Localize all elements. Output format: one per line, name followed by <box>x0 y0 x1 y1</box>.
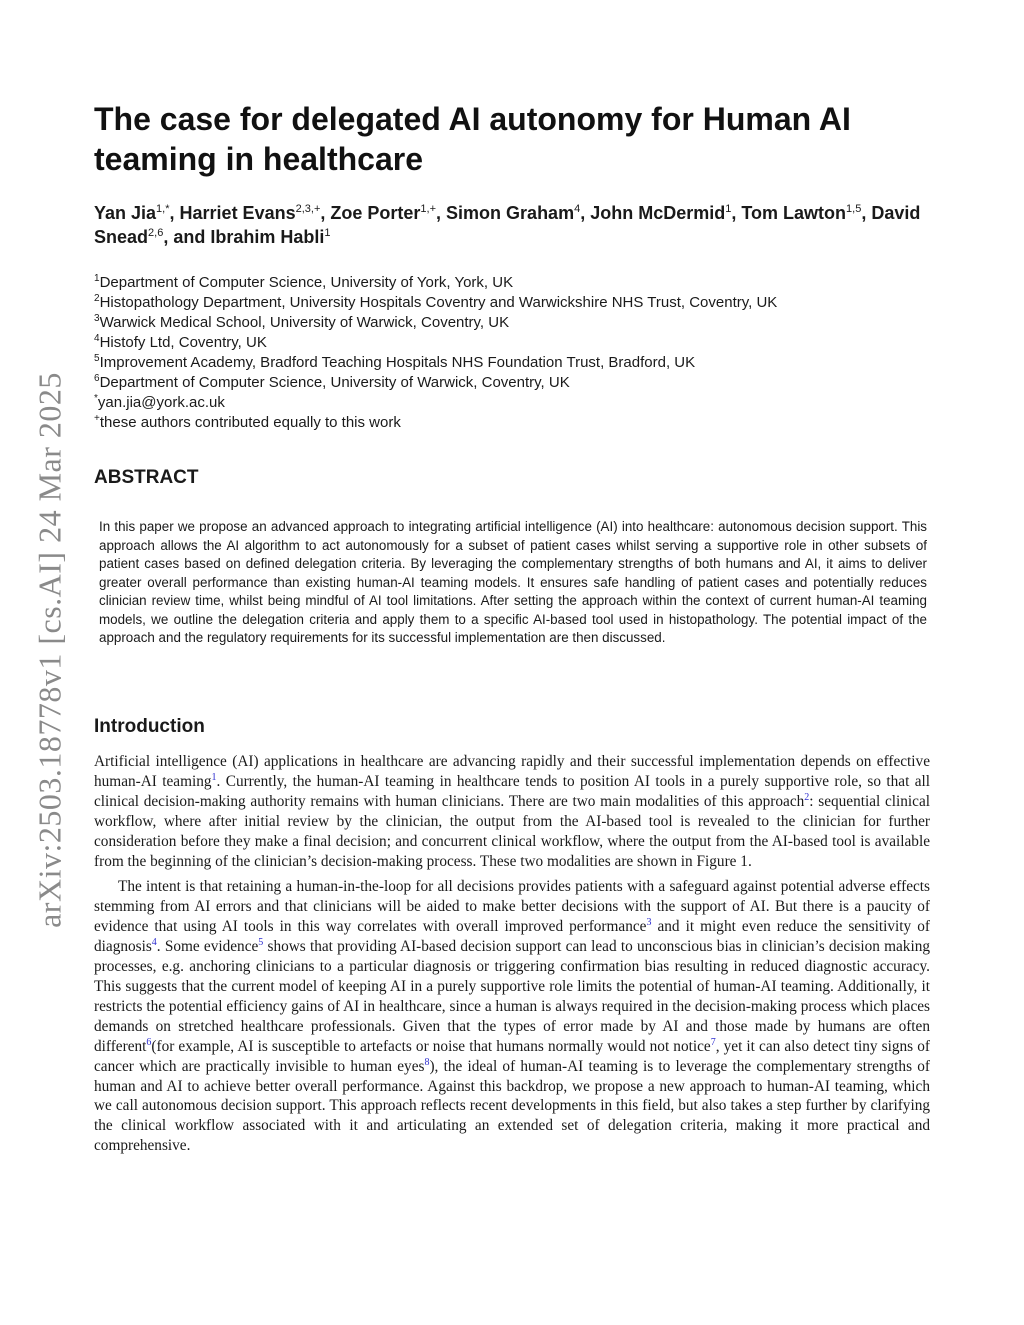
affiliation-mark: 4 <box>94 333 100 344</box>
citation-link[interactable]: 1 <box>211 771 217 783</box>
paragraph-text: : sequential clinical workflow, where after initial review by the clinician, the output from the AI-based tool is revealed to the clinician for further consideration before they make a final decision; and concurrent clinical workflow, where the output from the AI-based tool is available from the beginning of the clinician’s decision-making process. These two modalities are shown in Figure 1. <box>94 792 930 870</box>
affiliation-mark: 5 <box>94 353 100 364</box>
citation-link[interactable]: 6 <box>146 1036 152 1048</box>
affiliation-text: Warwick Medical School, University of Warwick, Coventry, UK <box>99 314 510 331</box>
paragraph-text: and it might even reduce the sensitivity of diagnosis <box>94 918 930 956</box>
affiliation-item <box>94 413 944 433</box>
paragraph-text: shows that providing AI-based decision support can lead to unconscious bias in clinician’s decision making processes, e.g. anchoring clinicians to a particular diagnosis or triggering confirmation bias resulting in reduced diagnostic accuracy. This suggests that the current model of keeping AI in a purely supportive role limits the potential of human-AI teaming. Additionally, it restricts the potential efficiency gains of AI in healthcare, since a human is always required in the decision-making process which places demands on stretched healthcare professionals. Given that the types of error made by AI and those made by humans are often different <box>94 938 930 1055</box>
introduction-body <box>94 752 930 1162</box>
author-affiliation-mark: 1 <box>725 203 732 215</box>
author-affiliation-mark: 1,5 <box>846 203 862 215</box>
affiliation-mark: 2 <box>94 293 100 304</box>
affiliation-text[interactable]: yan.jia@york.ac.uk <box>97 394 225 411</box>
affiliation-item <box>94 373 944 393</box>
author-name: Yan Jia <box>94 203 157 223</box>
paragraph-text: , yet it can also detect tiny signs of cancer which are practically invisible to human eyes <box>94 1037 930 1075</box>
abstract-heading: ABSTRACT <box>94 467 199 488</box>
paper-title: The case for delegated AI autonomy for Human AI teaming in healthcare <box>94 101 851 177</box>
paragraph-text: Artificial intelligence (AI) applications in healthcare are advancing rapidly and their successful implementation depends on effective human-AI teaming <box>94 753 930 790</box>
author-affiliation-mark: 2,6 <box>148 227 164 239</box>
body-paragraph <box>94 752 930 871</box>
paragraph-text: . Currently, the human-AI teaming in healthcare tends to position AI tools in a purely supportive role, so that all clinical decision-making authority remains with human clinicians. There are two main modalities of this approach <box>94 772 930 810</box>
affiliation-text: Department of Computer Science, University of Warwick, Coventry, UK <box>99 374 570 391</box>
affiliation-item <box>94 333 944 353</box>
author-separator: , <box>436 203 447 223</box>
paragraph-text: . Some evidence <box>156 938 259 956</box>
affiliation-list <box>94 273 944 433</box>
author-name: Tom Lawton <box>741 203 847 223</box>
affiliation-mark: 6 <box>94 373 100 384</box>
affiliation-text: Improvement Academy, Bradford Teaching Hospitals NHS Foundation Trust, Bradford, UK <box>99 354 696 371</box>
affiliation-text: Histofy Ltd, Coventry, UK <box>99 334 267 351</box>
author-separator: , <box>580 203 591 223</box>
affiliation-item <box>94 293 944 313</box>
author-affiliation-mark: 2,3,+ <box>295 203 321 215</box>
author-separator: , <box>861 203 872 223</box>
affiliation-text: these authors contributed equally to this work <box>99 414 401 431</box>
affiliation-item <box>94 273 944 293</box>
citation-link[interactable]: 5 <box>258 937 264 949</box>
author-name: Simon Graham <box>446 203 575 223</box>
affiliation-text: Department of Computer Science, University of York, York, UK <box>99 274 514 291</box>
citation-link[interactable]: 7 <box>710 1036 716 1048</box>
author-name: John McDermid <box>590 203 726 223</box>
author-name: David Snead <box>94 203 921 247</box>
author-separator: , <box>731 203 742 223</box>
introduction-heading: Introduction <box>94 716 205 737</box>
affiliation-item <box>94 353 944 373</box>
author-separator: , and <box>163 227 211 247</box>
citation-link[interactable]: 4 <box>151 937 157 949</box>
affiliation-mark: + <box>94 413 100 424</box>
affiliation-mark: 3 <box>94 313 100 324</box>
arxiv-identifier: arXiv:2503.18778v1 [cs.AI] 24 Mar 2025 <box>31 372 68 928</box>
paragraph-text: ), the ideal of human-AI teaming is to leverage the complementary strengths of human and AI to achieve better overall performance. Against this backdrop, we propose a new approach to human-AI teaming, which we call autonomous decision support. This approach reflects recent developments in this field, but also takes a step further by clarifying the clinical workflow associated with it and articulating an extended set of delegation criteria, making it more practical and comprehensive. <box>94 1057 930 1155</box>
citation-link[interactable]: 2 <box>804 791 810 803</box>
citation-link[interactable]: 3 <box>646 917 652 929</box>
author-affiliation-mark: 1 <box>324 227 331 239</box>
author-list <box>94 201 944 249</box>
author-name: Harriet Evans <box>179 203 296 223</box>
author-name: Zoe Porter <box>330 203 421 223</box>
paragraph-text: The intent is that retaining a human-in-the-loop for all decisions provides patients with a safeguard against potential adverse effects stemming from AI errors and that clinicians will be aided to make better decisions with the support of AI. But there is a paucity of evidence that using AI tools in this way correlates with overall improved performance <box>94 878 930 936</box>
author-affiliation-mark: 4 <box>574 203 581 215</box>
author-name: Ibrahim Habli <box>210 227 325 247</box>
affiliation-mark: 1 <box>94 273 100 284</box>
author-separator: , <box>169 203 180 223</box>
author-affiliation-mark: 1,* <box>156 203 170 215</box>
affiliation-mark: * <box>94 393 98 404</box>
paragraph-text: (for example, AI is susceptible to artefacts or noise that humans normally would not notice <box>151 1037 711 1055</box>
affiliation-item <box>94 313 944 333</box>
author-affiliation-mark: 1,+ <box>420 203 437 215</box>
abstract-text: In this paper we propose an advanced approach to integrating artificial intelligence (AI) into healthcare: autonomous decision support. This approach allows the AI algorithm to act autonomously for a subset of patient cases whilst serving a supportive role in other subsets of patient cases based on defined delegation criteria. By leveraging the complementary strengths of both humans and AI, it aims to deliver greater overall performance than existing human-AI teaming models. It ensures safe handling of patient cases and potentially reduces clinician review time, whilst being mindful of AI tool limitations. After setting the approach within the context of current human-AI teaming models, we outline the delegation criteria and apply them to a specific AI-based tool used in histopathology. The potential impact of the approach and the regulatory requirements for its successful implementation are then discussed. <box>99 519 927 645</box>
citation-link[interactable]: 8 <box>424 1056 430 1068</box>
author-separator: , <box>320 203 331 223</box>
affiliation-item <box>94 393 944 413</box>
affiliation-text: Histopathology Department, University Hospitals Coventry and Warwickshire NHS Trust, Coventry, UK <box>99 294 778 311</box>
body-paragraph <box>94 877 930 1156</box>
